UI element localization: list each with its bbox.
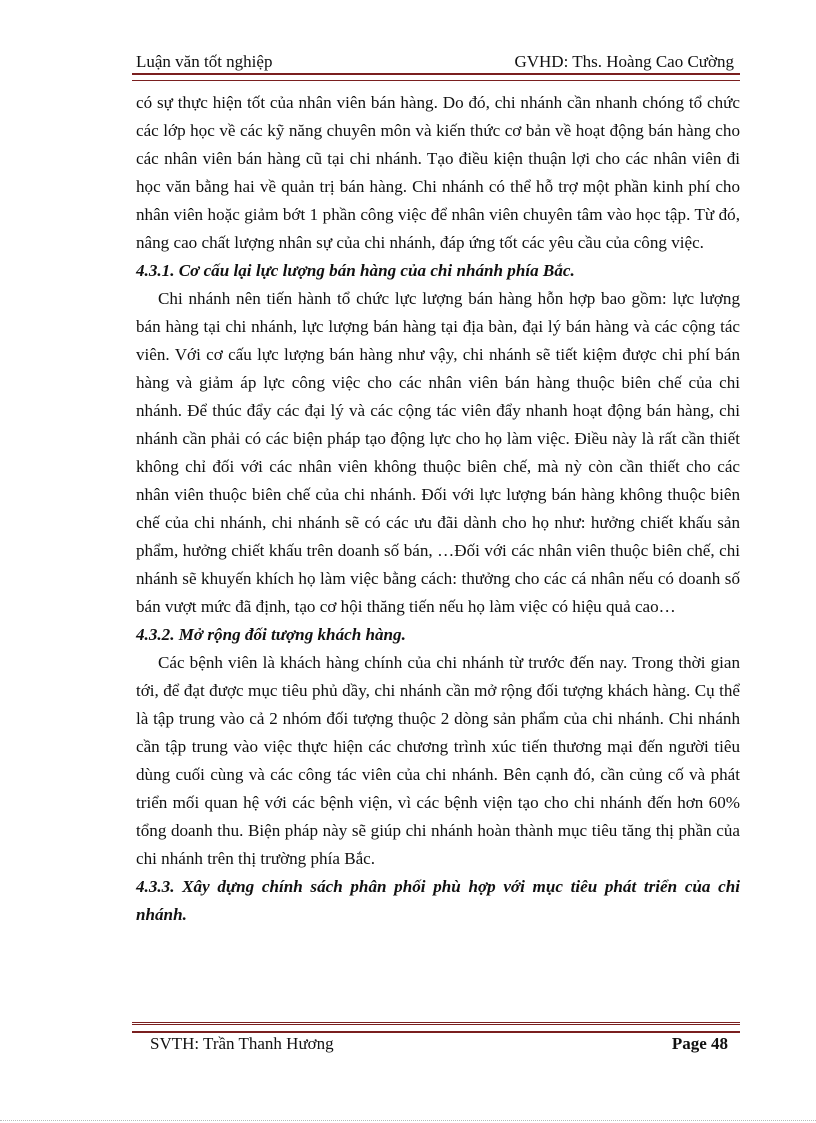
page-number: Page 48 [671, 1034, 728, 1053]
header-thesis-title: Luận văn tốt nghiệp [136, 52, 273, 71]
paragraph-customers: Các bệnh viên là khách hàng chính của chi nhánh từ trước đến nay. Trong thời gian tới, để đạt được mục tiêu phủ dầy, chi nhánh cần mở rộng đối tượng khách hàng. Cụ thể là tập trung vào cả 2 nhóm đối tượng thuộc 2 dòng sản phẩm của chi nhánh. Chi nhánh cần tập trung vào việc thực hiện các chương trình xúc tiến thương mại đến người tiêu dùng cuối cùng và các công tác viên của chi nhánh. Bên cạnh đó, cần củng cố và phát triển mối quan hệ với các bệnh viện, vì các bệnh viện tạo cho chi nhánh đến hơn 60% tổng doanh thu. Biện pháp này sẽ giúp chi nhánh hoàn thành mục tiêu tăng thị phần của chi nhánh trên thị trường phía Bắc. [136, 653, 740, 868]
page-header [136, 48, 734, 72]
footer-student: SVTH: Trần Thanh Hương [150, 1034, 334, 1053]
paragraph-sales-force: Chi nhánh nên tiến hành tổ chức lực lượng bán hàng hỗn hợp bao gồm: lực lượng bán hàng tại chi nhánh, lực lượng bán hàng tại địa bàn, đại lý bán hàng và các cộng tác viên. Với cơ cấu lực lượng bán hàng như vậy, chi nhánh sẽ tiết kiệm được chi phí bán hàng và giảm áp lực công việc cho các nhân viên bán hàng thuộc biên chế của chi nhánh. Để thúc đẩy các đại lý và các cộng tác viên đẩy nhanh hoạt động bán hàng, chi nhánh cần phải có các biện pháp tạo động lực cho họ làm việc. Điều này là rất cần thiết không chỉ đối với các nhân viên không thuộc biên chế, mà nỳ còn cần thiết cho các nhân viên thuộc biên chế của chi nhánh. Đối với lực lượng bán hàng không thuộc biên chế của chi nhánh, chi nhánh sẽ có các ưu đãi dành cho họ như: hưởng chiết khấu sản phẩm, hưởng chiết khấu trên doanh số bán, …Đối với các nhân viên thuộc biên chế, chi nhánh sẽ khuyến khích họ làm việc bằng cách: thưởng cho các cá nhân nếu có doanh số bán vượt mức đã định, tạo cơ hội thăng tiến nếu họ làm việc có hiệu quả cao… [136, 289, 740, 616]
page-footer [150, 1032, 728, 1056]
section-heading-4-3-1: 4.3.1. Cơ cấu lại lực lượng bán hàng của chi nhánh phía Bắc. [136, 261, 575, 280]
header-advisor: GVHD: Ths. Hoàng Cao Cường [514, 52, 734, 71]
page-edge-divider [0, 1120, 816, 1121]
header-rule [132, 73, 740, 81]
paragraph-continued: có sự thực hiện tốt của nhân viên bán hàng. Do đó, chi nhánh cần nhanh chóng tổ chức các lớp học về các kỹ năng chuyên môn và kiến thức cơ bản về hoạt động bán hàng cho các nhân viên bán hàng cũ tại chi nhánh. Tạo điều kiện thuận lợi cho các nhân viên đi học văn bằng hai về quản trị bán hàng. Chi nhánh có thể hỗ trợ một phần kinh phí cho nhân viên hoặc giảm bớt 1 phần công việc để nhân viên chuyên tâm vào học tập. Từ đó, nâng cao chất lượng nhân sự của chi nhánh, đáp ứng tốt các yêu cầu của công việc. [136, 93, 740, 252]
section-heading-4-3-3: 4.3.3. Xây dựng chính sách phân phối phù hợp với mục tiêu phát triển của chi nhánh. [136, 877, 740, 924]
section-heading-4-3-2: 4.3.2. Mở rộng đối tượng khách hàng. [136, 625, 406, 644]
page-body [136, 89, 740, 929]
